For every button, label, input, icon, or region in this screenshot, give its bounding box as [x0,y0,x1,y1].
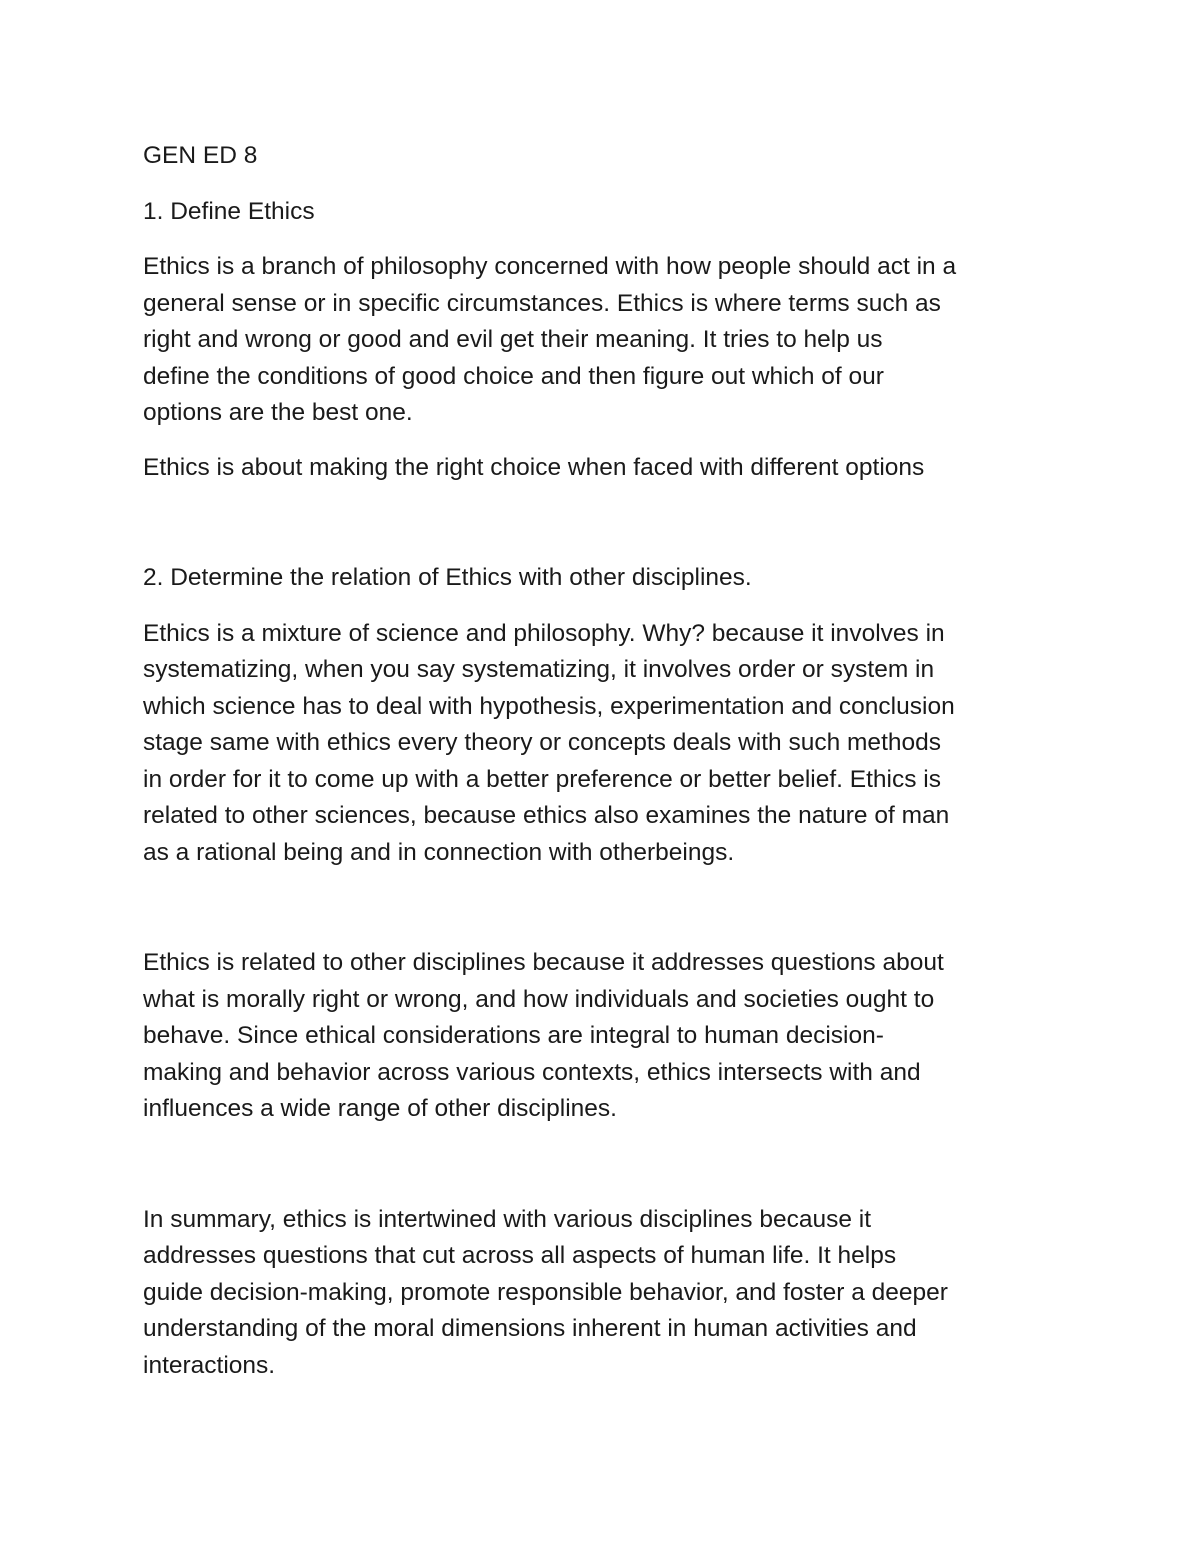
paragraph-line: Ethics is about making the right choice when faced with different options [143,453,925,481]
paragraph-line: Ethics is a mixture of science and philosophy. Why? because it involves in [143,619,945,647]
paragraph-line: right and wrong or good and evil get their meaning. It tries to help us [143,326,883,353]
disciplines-paragraph [143,945,1083,1128]
document-page [143,138,1083,1402]
question-1-heading: 1. Define Ethics [143,197,315,225]
paragraph-line: systematizing, when you say systematizing, it involves order or system in [143,656,935,683]
definition-summary-paragraph [143,450,1083,487]
paragraph-line: influences a wide range of other disciplines. [143,1095,617,1122]
paragraph-line: options are the best one. [143,399,413,426]
paragraph-line: behave. Since ethical considerations are integral to human decision- [143,1022,884,1049]
paragraph-line: in order for it to come up with a better preference or better belief. Ethics is [143,765,941,793]
paragraph-line: define the conditions of good choice and then figure out which of our [143,362,884,390]
paragraph-line: guide decision-making, promote responsible behavior, and foster a deeper [143,1278,948,1306]
paragraph-line: interactions. [143,1351,276,1379]
paragraph-line: which science has to deal with hypothesis, experimentation and conclusion [143,692,955,720]
relation-paragraph [143,616,1083,872]
paragraph-line: In summary, ethics is intertwined with various disciplines because it [143,1205,872,1233]
paragraph-line: what is morally right or wrong, and how individuals and societies ought to [143,985,935,1013]
paragraph-line: as a rational being and in connection with otherbeings. [143,838,735,866]
paragraph-line: addresses questions that cut across all aspects of human life. It helps [143,1242,897,1269]
paragraph-line: general sense or in specific circumstances. Ethics is where terms such as [143,289,941,317]
paragraph-line: related to other sciences, because ethics also examines the nature of man [143,802,950,829]
document-title: GEN ED 8 [143,142,258,169]
paragraph-line: making and behavior across various contexts, ethics intersects with and [143,1058,921,1086]
definition-paragraph [143,249,1083,432]
paragraph-line: understanding of the moral dimensions inherent in human activities and [143,1315,917,1342]
summary-paragraph [143,1202,1083,1385]
question-2-heading: 2. Determine the relation of Ethics with other disciplines. [143,564,752,591]
paragraph-line: Ethics is a branch of philosophy concerned with how people should act in a [143,253,957,280]
paragraph-line: stage same with ethics every theory or concepts deals with such methods [143,729,941,756]
paragraph-line: Ethics is related to other disciplines because it addresses questions about [143,949,944,976]
